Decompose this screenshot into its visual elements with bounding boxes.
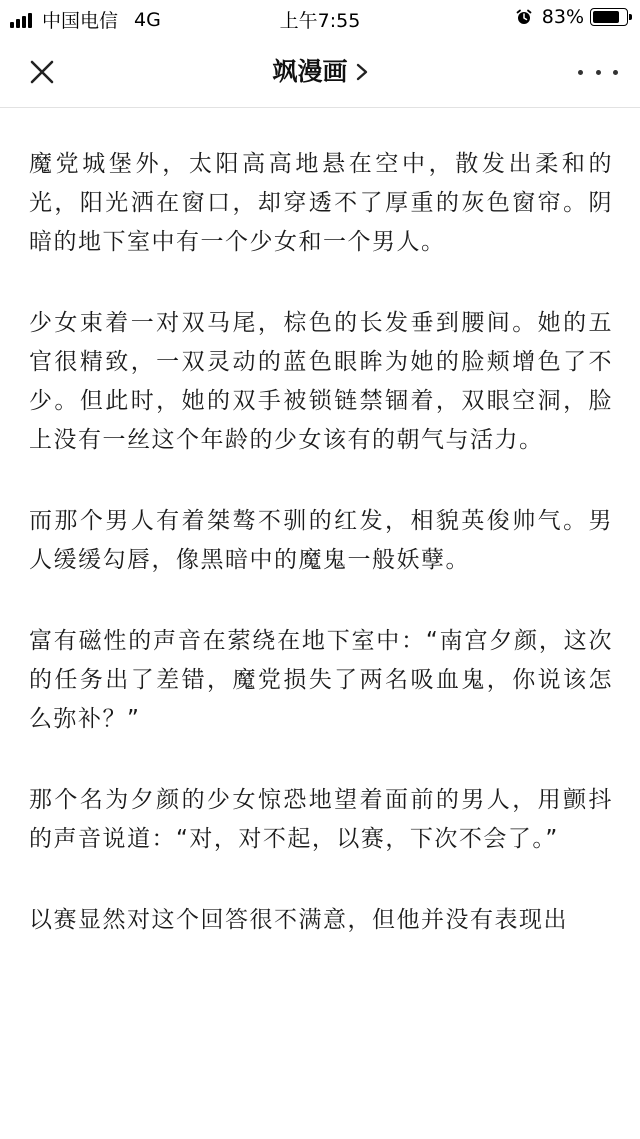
carrier-label: 中国电信	[42, 10, 119, 32]
article-paragraph: 少女束着一对双马尾，棕色的长发垂到腰间。她的五官很精致，一双灵动的蓝色眼眸为她的脸颊增色了不少。但此时，她的双手被锁链禁锢着，双眼空洞，脸上没有一丝这个年龄的少女该有的朝气与活力。	[29, 310, 613, 453]
nav-bar	[0, 36, 640, 108]
article-paragraph: 富有磁性的声音在萦绕在地下室中：“南宫夕颜，这次的任务出了差错，魔党损失了两名吸血鬼，你说该怎么弥补？”	[29, 628, 613, 732]
status-bar	[0, 0, 640, 36]
article-body	[29, 145, 613, 982]
network-label: 4G	[134, 8, 161, 31]
article-paragraph: 那个名为夕颜的少女惊恐地望着面前的男人，用颤抖的声音说道：“对，对不起，以赛，下次不会了。”	[29, 787, 613, 852]
chevron-right-icon	[356, 63, 368, 81]
account-name-button[interactable]	[272, 54, 367, 90]
more-icon[interactable]	[578, 58, 618, 86]
battery-percent: 83%	[541, 6, 584, 28]
alarm-icon	[516, 9, 532, 25]
status-time: 上午7:55	[279, 10, 361, 32]
close-icon[interactable]	[24, 54, 60, 90]
battery-level-fill	[593, 11, 619, 23]
article-paragraph: 而那个男人有着桀骜不驯的红发，相貌英俊帅气。男人缓缓勾唇，像黑暗中的魔鬼一般妖孽。	[29, 508, 613, 573]
status-right	[516, 6, 628, 28]
battery-icon	[590, 8, 628, 26]
nav-title-container	[0, 54, 640, 90]
nav-title: 飒漫画	[272, 57, 348, 86]
article-paragraph: 魔党城堡外，太阳高高地悬在空中，散发出柔和的光，阳光洒在窗口，却穿透不了厚重的灰色窗帘。阴暗的地下室中有一个少女和一个男人。	[29, 151, 613, 255]
article-paragraph: 以赛显然对这个回答很不满意，但他并没有表现出	[29, 907, 568, 933]
